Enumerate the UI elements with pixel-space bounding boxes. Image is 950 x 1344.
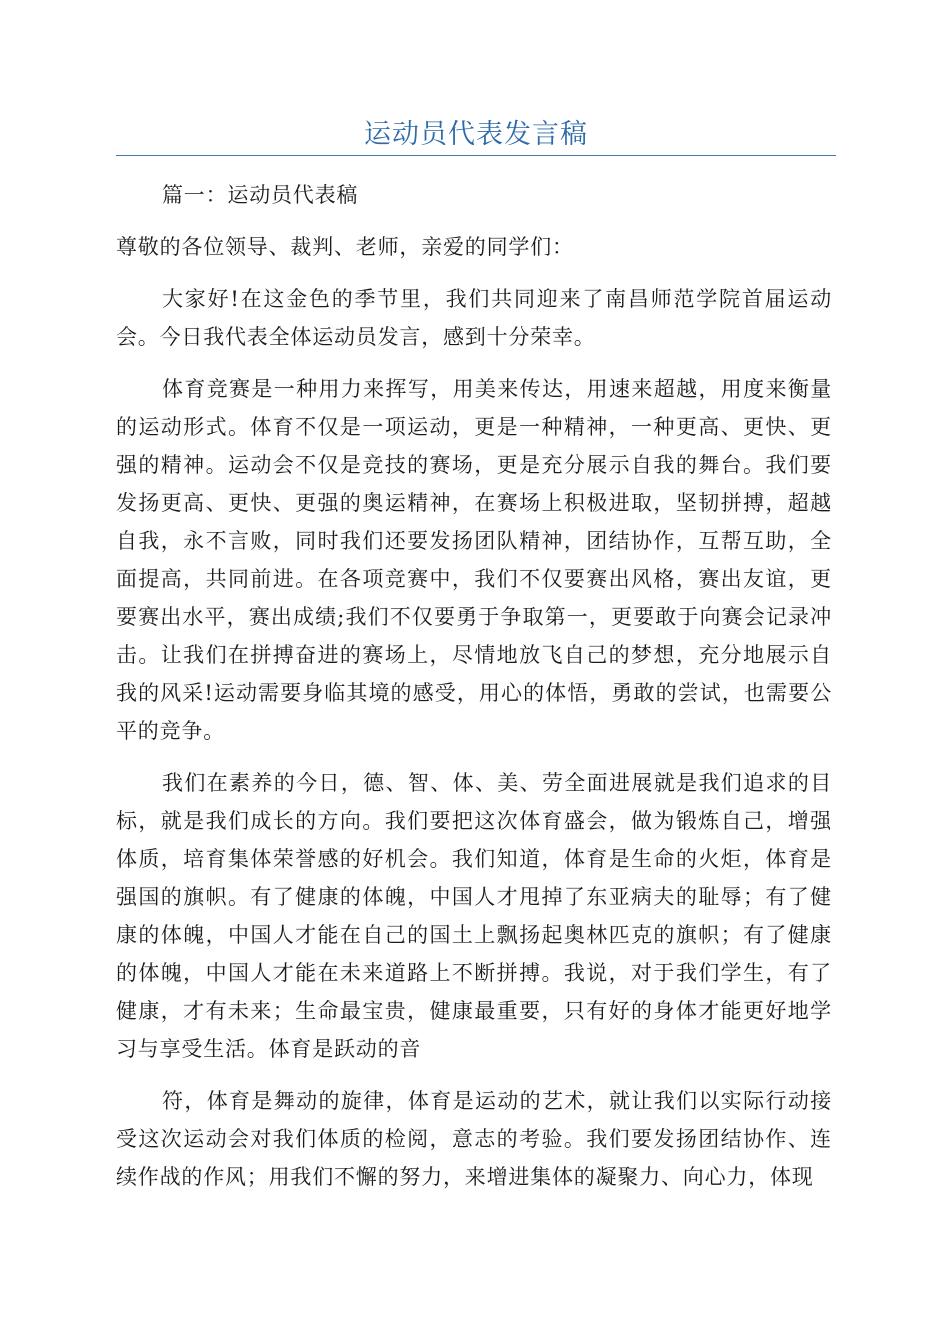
salutation: 尊敬的各位领导、裁判、老师，亲爱的同学们：	[116, 235, 574, 259]
paragraph-4: 符，体育是舞动的旋律，体育是运动的艺术，就让我们以实际行动接受这次运动会对我们体质的检阅，意志的考验。我们要发扬团结协作、连续作战的作风；用我们不懈的努力，来增进集体的凝聚力、向心力，体现	[116, 1089, 832, 1189]
document-title: 运动员代表发言稿	[364, 119, 588, 150]
paragraph-3: 我们在素养的今日，德、智、体、美、劳全面进展就是我们追求的目标，就是我们成长的方向。我们要把这次体育盛会，做为锻炼自己，增强体质，培育集体荣誉感的好机会。我们知道，体育是生命的火炬，体育是强国的旗帜。有了健康的体魄，中国人才甩掉了东亚病夫的耻辱；有了健康的体魄，中国人才能在自己的国土上飘扬起奥林匹克的旗帜；有了健康的体魄，中国人才能在未来道路上不断拼搏。我说，对于我们学生，有了健康，才有未来；生命最宝贵，健康最重要，只有好的身体才能更好地学习与享受生活。体育是跃动的音	[116, 771, 832, 1061]
paragraph-1: 大家好!在这金色的季节里，我们共同迎来了南昌师范学院首届运动会。今日我代表全体运动员发言，感到十分荣幸。	[116, 287, 832, 349]
paragraph-2: 体育竞赛是一种用力来挥写，用美来传达，用速来超越，用度来衡量的运动形式。体育不仅是一项运动，更是一种精神，一种更高、更快、更强的精神。运动会不仅是竞技的赛场，更是充分展示自我的舞台。我们要发扬更高、更快、更强的奥运精神，在赛场上积极进取，坚韧拼搏，超越自我，永不言败，同时我们还要发扬团队精神，团结协作，互帮互助，全面提高，共同前进。在各项竞赛中，我们不仅要赛出风格，赛出友谊，更要赛出水平，赛出成绩;我们不仅要勇于争取第一，更要敢于向赛会记录冲击。让我们在拼搏奋进的赛场上，尽情地放飞自己的梦想，充分地展示自我的风采!运动需要身临其境的感受，用心的体悟，勇敢的尝试，也需要公平的竞争。	[116, 377, 832, 743]
document-body	[116, 176, 832, 1210]
section-heading: 篇一：运动员代表稿	[162, 183, 359, 207]
title-underline	[116, 155, 836, 156]
